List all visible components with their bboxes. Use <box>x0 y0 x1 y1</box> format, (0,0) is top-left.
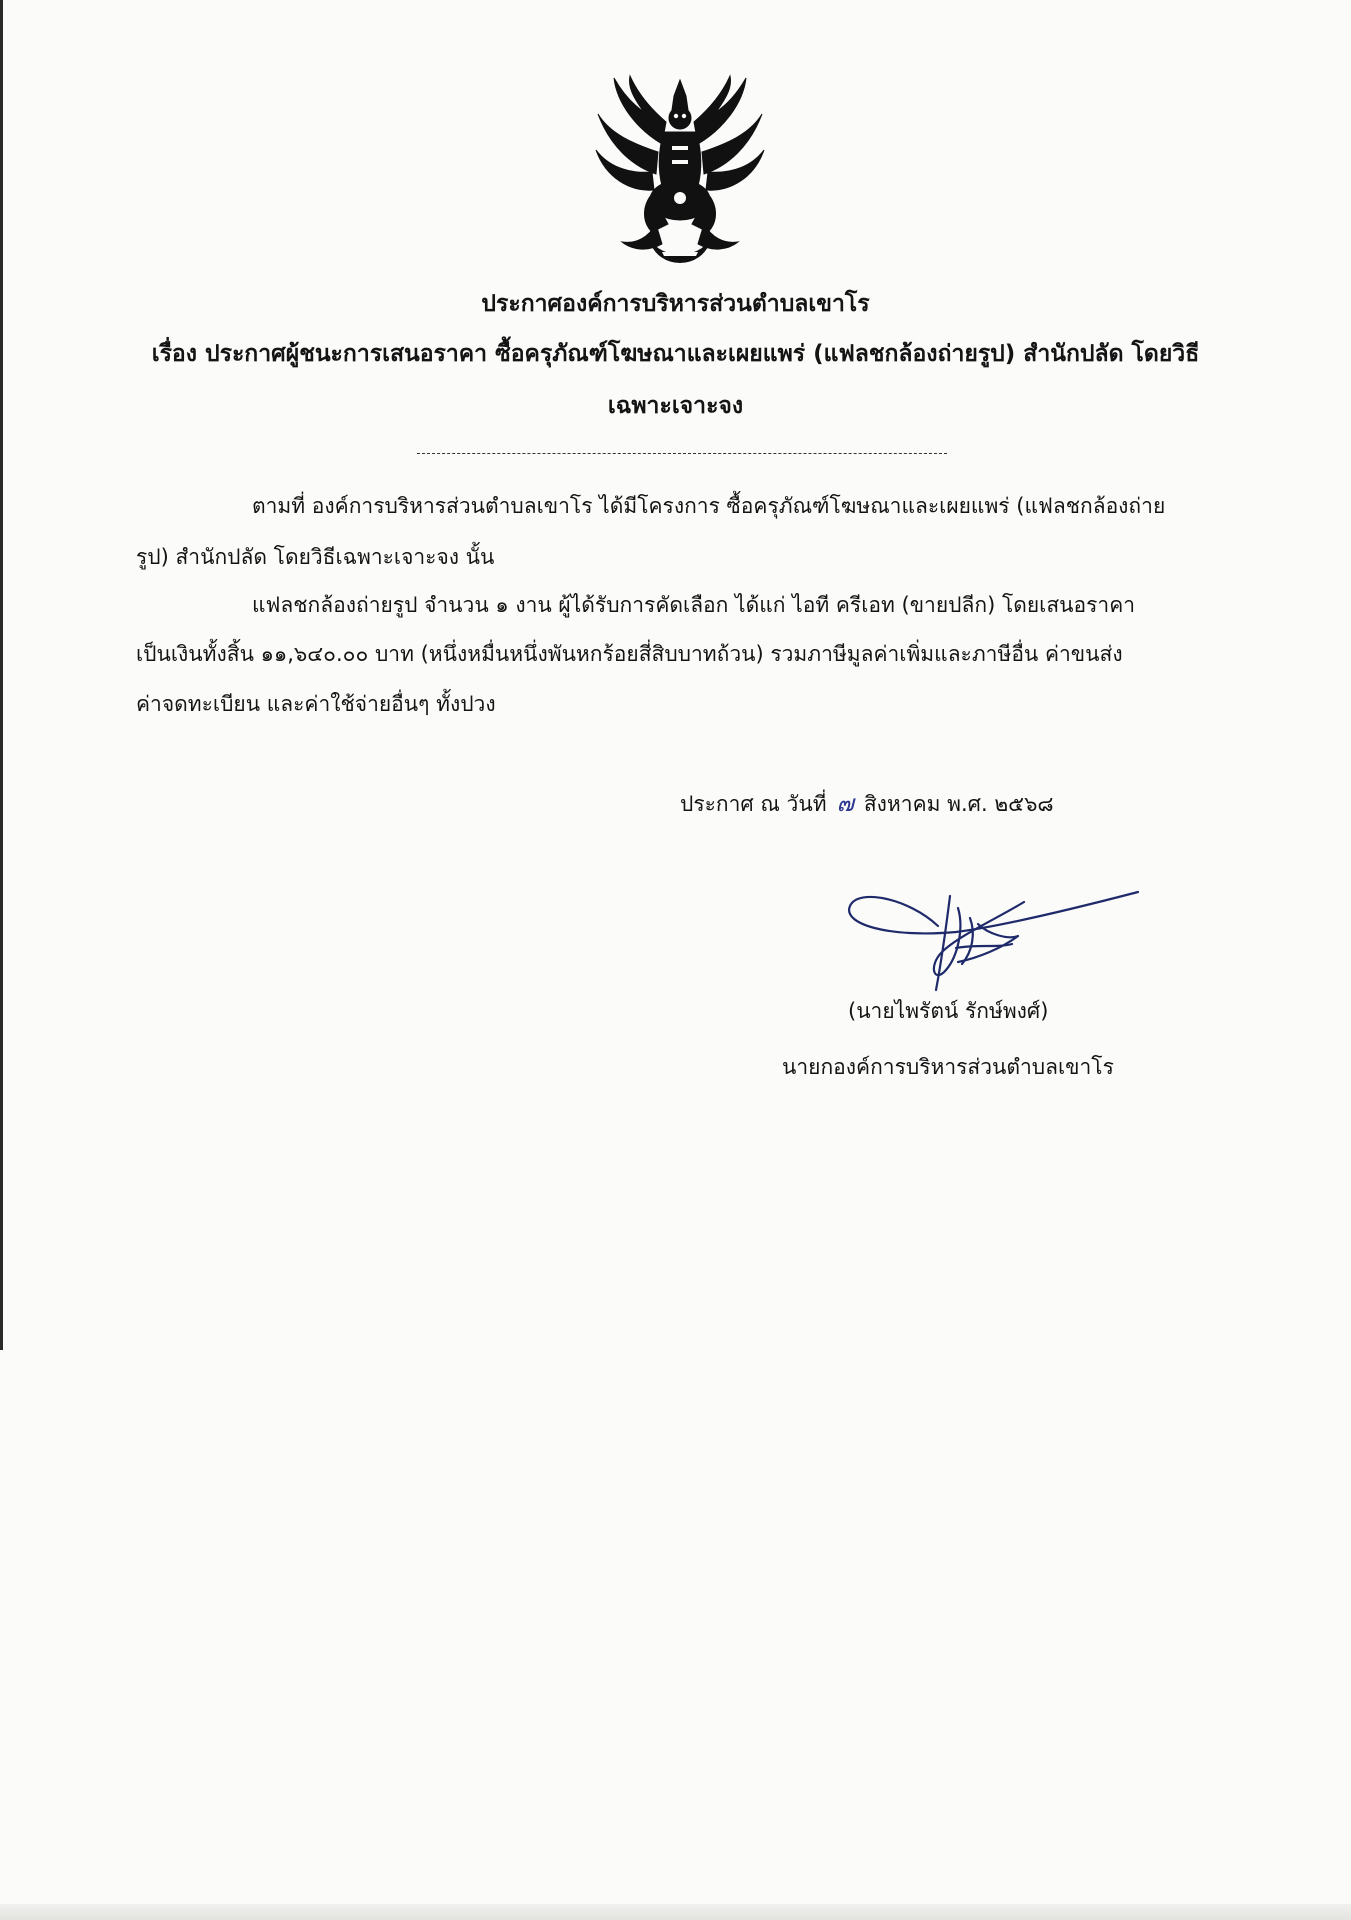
body-line-5: ค่าจดทะเบียน และค่าใช้จ่ายอื่นๆ ทั้งปวง <box>136 692 496 716</box>
date-day: ๗ <box>836 791 854 817</box>
date-month-year: สิงหาคม พ.ศ. ๒๕๖๘ <box>863 792 1054 816</box>
body-line-2: รูป) สำนักปลัด โดยวิธีเฉพาะเจาะจง นั้น <box>136 545 495 569</box>
body-line-3: แฟลชกล้องถ่ายรูป จำนวน ๑ งาน ผู้ได้รับการคัดเลือก ได้แก่ ไอที ครีเอท (ขายปลีก) โดยเสนอราคา <box>252 593 1136 617</box>
announcement-date <box>680 786 1054 822</box>
scan-edge-left <box>0 0 3 1350</box>
signer-name: (นายไพรัตน์ รักษ์พงศ์) <box>848 999 1049 1023</box>
subject-line-1: เรื่อง ประกาศผู้ชนะการเสนอราคา ซื้อครุภัณฑ์โฆษณาและเผยแพร่ (แฟลชกล้องถ่ายรูป) สำนักปลัด โดยวิธี <box>151 341 1200 367</box>
handwritten-signature-icon <box>838 878 1148 998</box>
scan-edge-bottom <box>0 1904 1351 1920</box>
date-prefix: ประกาศ ณ วันที่ <box>680 792 827 816</box>
body-line-1: ตามที่ องค์การบริหารส่วนตำบลเขาโร ได้มีโครงการ ซื้อครุภัณฑ์โฆษณาและเผยแพร่ (แฟลชกล้องถ่าย <box>252 494 1166 518</box>
announcement-title: ประกาศองค์การบริหารส่วนตำบลเขาโร <box>481 291 870 317</box>
subject-line-2: เฉพาะเจาะจง <box>607 393 744 419</box>
body-line-4: เป็นเงินทั้งสิ้น ๑๑,๖๔๐.๐๐ บาท (หนึ่งหมื่นหนึ่งพันหกร้อยสี่สิบบาทถ้วน) รวมภาษีมูลค่าเพิ่มและภาษีอื่น ค่าขนส่ง <box>136 642 1123 666</box>
dashed-divider <box>417 453 947 454</box>
garuda-emblem-icon <box>592 74 768 270</box>
signer-position: นายกองค์การบริหารส่วนตำบลเขาโร <box>782 1055 1114 1079</box>
